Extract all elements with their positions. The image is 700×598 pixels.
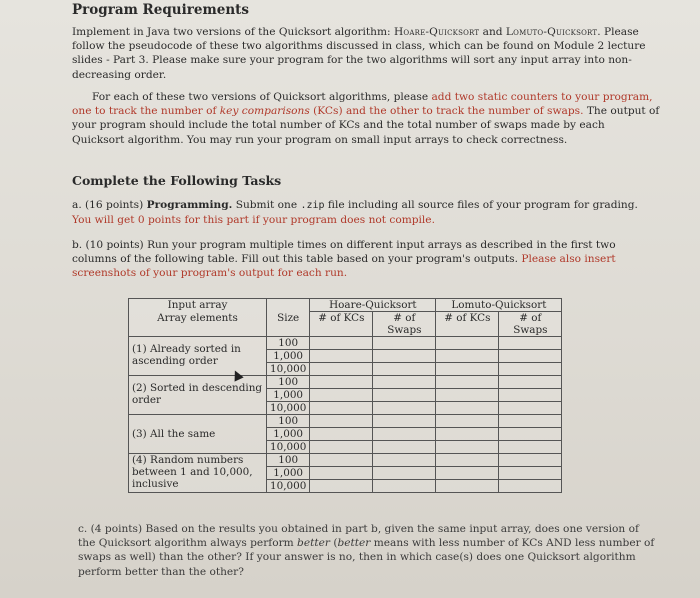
result-cell[interactable] <box>499 454 562 467</box>
row-label-sorted-descending: (2) Sorted in descending order <box>129 376 267 415</box>
result-cell[interactable] <box>436 415 499 428</box>
table-row <box>129 376 562 389</box>
task-b-red-text: Please also insert screenshots of your program's output for each run. <box>72 253 616 280</box>
intro-paragraph <box>72 25 660 82</box>
size-cell: 100 <box>267 376 310 389</box>
table-header-row-1 <box>129 299 562 312</box>
result-cell[interactable] <box>436 467 499 480</box>
result-cell[interactable] <box>373 441 436 454</box>
task-c-text: c. (4 points) Based on the results you obtained in part b, given the same input array, does one version of the Quicksort algorithm always perform <box>78 523 639 550</box>
p2-red-text-2: (KCs) and the other to track the number of swaps. <box>309 105 584 118</box>
table-row <box>129 454 562 467</box>
header-hoare-swaps: # of Swaps <box>373 312 436 337</box>
result-cell[interactable] <box>436 480 499 493</box>
result-cell[interactable] <box>373 415 436 428</box>
result-cell[interactable] <box>310 376 373 389</box>
result-cell[interactable] <box>436 428 499 441</box>
size-cell: 10,000 <box>267 363 310 376</box>
result-cell[interactable] <box>373 402 436 415</box>
p2-red-emphasis: key comparisons <box>219 105 310 118</box>
task-c <box>78 522 658 579</box>
size-cell: 10,000 <box>267 480 310 493</box>
result-cell[interactable] <box>373 467 436 480</box>
result-cell[interactable] <box>310 467 373 480</box>
task-a-warning: You will get 0 points for this part if your program does not compile. <box>72 214 435 227</box>
result-cell[interactable] <box>436 454 499 467</box>
size-cell: 1,000 <box>267 467 310 480</box>
header-array-elements: Array elements <box>129 312 267 337</box>
result-cell[interactable] <box>436 389 499 402</box>
result-cell[interactable] <box>373 376 436 389</box>
result-cell[interactable] <box>310 415 373 428</box>
size-cell: 1,000 <box>267 428 310 441</box>
header-hoare: Hoare-Quicksort <box>310 299 436 312</box>
task-a-text-2: file including all source files of your program for grading. <box>324 199 638 211</box>
task-b <box>72 238 660 281</box>
result-cell[interactable] <box>373 337 436 350</box>
result-cell[interactable] <box>373 428 436 441</box>
result-cell[interactable] <box>310 350 373 363</box>
task-a <box>72 198 660 227</box>
size-cell: 1,000 <box>267 389 310 402</box>
result-cell[interactable] <box>373 454 436 467</box>
header-size: Size <box>267 312 310 337</box>
result-cell[interactable] <box>310 402 373 415</box>
task-c-emphasis: better <box>297 537 330 550</box>
result-cell[interactable] <box>499 350 562 363</box>
result-cell[interactable] <box>436 350 499 363</box>
results-table <box>128 298 562 493</box>
result-cell[interactable] <box>310 428 373 441</box>
result-cell[interactable] <box>436 402 499 415</box>
task-b-lead: b. (10 points) <box>72 239 144 251</box>
task-a-text: Submit one <box>232 199 301 211</box>
table-header-row-2 <box>129 312 562 337</box>
size-cell: 100 <box>267 454 310 467</box>
row-label-random: (4) Random numbers between 1 and 10,000, inclusive <box>129 454 267 493</box>
p2-red-text: add two static counters to your program, one to track the number of <box>72 91 653 118</box>
header-input-array <box>129 299 267 312</box>
size-cell: 1,000 <box>267 350 310 363</box>
result-cell[interactable] <box>310 363 373 376</box>
size-cell: 10,000 <box>267 441 310 454</box>
p1-text-2: . Please follow the pseudocode of these two algorithms discussed in class, which can be found on Module 2 lecture slides - Part 3. Please make sure your program for the two algorithms will sort any input array into non-decreasing order. <box>72 26 646 81</box>
task-c-text-2: ( <box>329 537 338 550</box>
size-cell: 100 <box>267 337 310 350</box>
row-label-sorted-ascending: (1) Already sorted in ascending order <box>129 337 267 376</box>
result-cell[interactable] <box>499 337 562 350</box>
result-cell[interactable] <box>310 454 373 467</box>
result-cell[interactable] <box>373 363 436 376</box>
result-cell[interactable] <box>310 480 373 493</box>
task-c-emphasis-2: better <box>337 537 371 550</box>
p2-text: For each of these two versions of Quicksort algorithms, please <box>92 91 432 103</box>
result-cell[interactable] <box>436 376 499 389</box>
page-title: Program Requirements <box>72 2 249 18</box>
table-row <box>129 415 562 428</box>
result-cell[interactable] <box>499 363 562 376</box>
table-row <box>129 337 562 350</box>
result-cell[interactable] <box>436 441 499 454</box>
result-cell[interactable] <box>310 441 373 454</box>
section-heading: Complete the Following Tasks <box>72 173 282 188</box>
task-c-text-3: means with less number of KCs AND less number of swaps as well) than the other? If your answer is no, then in which case(s) does one Quicksort algorithm perform better than the other? <box>78 537 655 578</box>
input-array-label: Input array <box>167 299 228 311</box>
size-cell: 100 <box>267 415 310 428</box>
p2-text-2: The output of your program should include the total number of KCs and the total number of swaps made by each Quicksort algorithm. You may run your program on small input arrays to check correctness. <box>72 105 660 146</box>
task-a-lead: a. (16 points) <box>72 199 147 211</box>
result-cell[interactable] <box>499 389 562 402</box>
result-cell[interactable] <box>373 389 436 402</box>
row-label-all-same: (3) All the same <box>129 415 267 454</box>
result-cell[interactable] <box>499 467 562 480</box>
result-cell[interactable] <box>499 480 562 493</box>
result-cell[interactable] <box>499 402 562 415</box>
hoare-name: Hoare-Quicksort <box>393 26 480 38</box>
header-lomuto: Lomuto-Quicksort <box>436 299 562 312</box>
task-a-code: .zip <box>300 200 325 211</box>
result-cell[interactable] <box>499 428 562 441</box>
task-b-text: Run your program multiple times on different input arrays as described in the first two columns of the following table. Fill out this table based on your program's outputs. <box>72 239 616 266</box>
p1-and: and <box>479 26 506 38</box>
result-cell[interactable] <box>436 363 499 376</box>
header-lomuto-swaps: # of Swaps <box>499 312 562 337</box>
task-a-bold: Programming. <box>146 199 233 211</box>
result-cell[interactable] <box>310 337 373 350</box>
result-cell[interactable] <box>499 415 562 428</box>
result-cell[interactable] <box>310 389 373 402</box>
header-lomuto-kcs: # of KCs <box>436 312 499 337</box>
result-cell[interactable] <box>436 337 499 350</box>
size-cell: 10,000 <box>267 402 310 415</box>
result-cell[interactable] <box>499 376 562 389</box>
header-size-blank <box>267 299 310 312</box>
lomuto-name: Lomuto-Quicksort <box>505 26 598 38</box>
counters-paragraph <box>72 90 660 147</box>
result-cell[interactable] <box>499 441 562 454</box>
p1-text: Implement in Java two versions of the Quicksort algorithm: <box>72 26 394 38</box>
result-cell[interactable] <box>373 480 436 493</box>
result-cell[interactable] <box>373 350 436 363</box>
header-hoare-kcs: # of KCs <box>310 312 373 337</box>
